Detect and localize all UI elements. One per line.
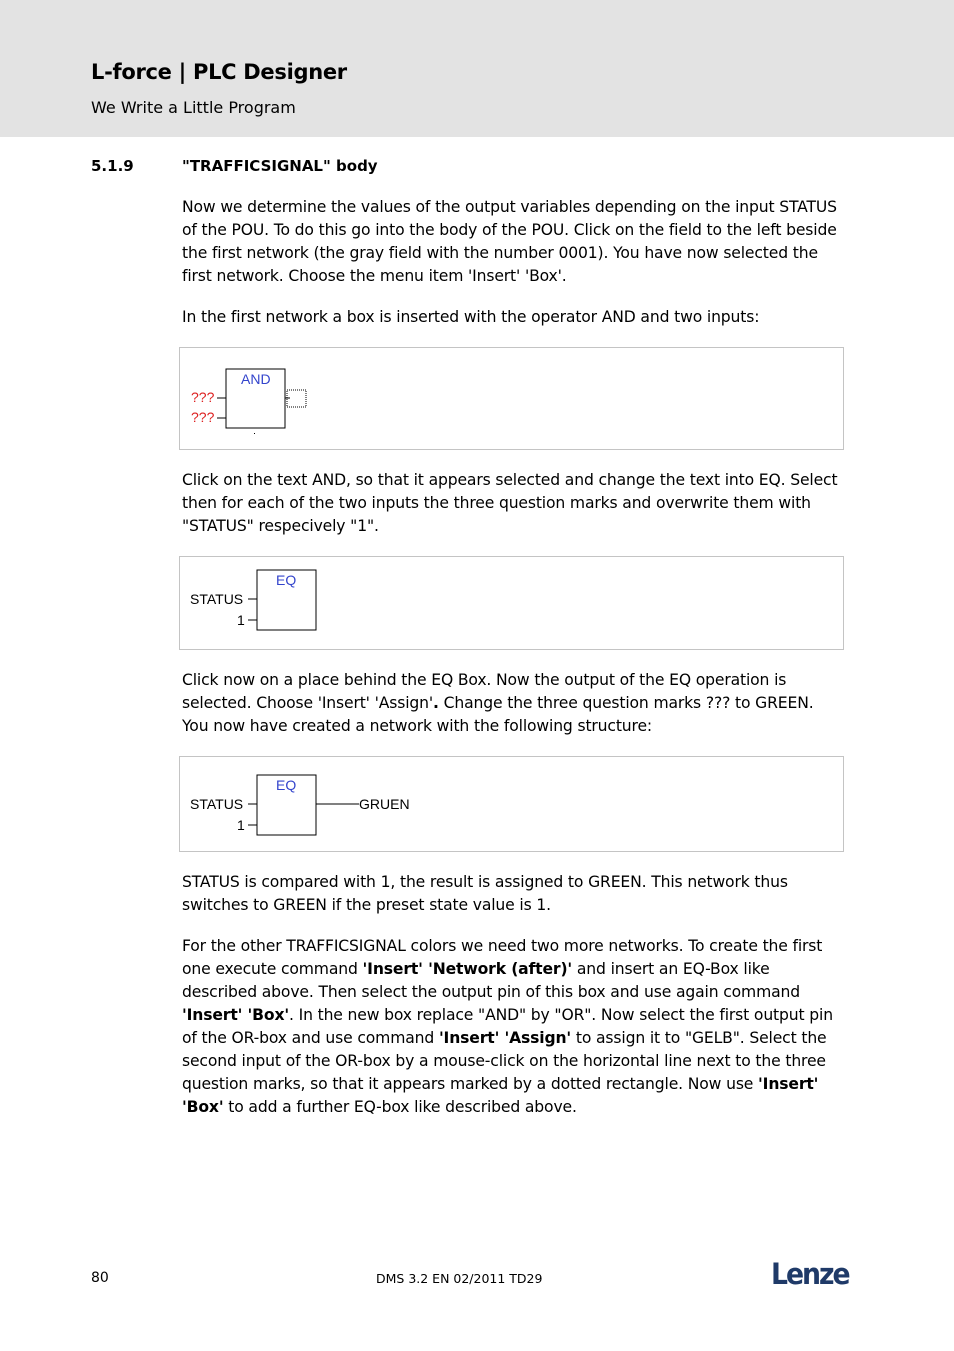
figure-eq-box (179, 556, 844, 650)
section-heading: "TRAFFICSIGNAL" body (182, 157, 378, 175)
header-band (0, 0, 954, 137)
text-segment: For the other TRAFFICSIGNAL colors we need two more networks. To create the first one execute command (182, 937, 823, 978)
text-segment: to assign it to "GELB". Select the second input of the OR-box by a mouse-click on the horizontal line next to the three question marks, so that it appears marked by a dotted rectangle. Now use (182, 1029, 827, 1093)
eq-assign-diagram (180, 757, 843, 851)
figure-and-box (179, 347, 844, 450)
input-2-label: 1 (237, 817, 245, 833)
text-segment: and insert an EQ-Box like described above. Then select the output pin of this box and use again command (182, 960, 801, 1001)
command-insert-box: 'Insert' 'Box' (182, 1075, 819, 1116)
input-2-label: ??? (191, 409, 215, 425)
lenze-logo: Lenze (771, 1257, 849, 1291)
input-1-label: STATUS (190, 591, 244, 607)
and-box-diagram (180, 348, 843, 449)
input-1-label: ??? (191, 389, 215, 405)
text-segment: Change the three question marks ??? to GREEN. You now have created a network with the following structure: (182, 694, 814, 735)
operator-label: EQ (276, 777, 297, 793)
paragraph-insert-assign (182, 669, 844, 738)
paragraph-and-box: In the first network a box is inserted with the operator AND and two inputs: (182, 308, 760, 326)
operator-label: EQ (276, 572, 297, 588)
paragraph-change-to-eq: Click on the text AND, so that it appears selected and change the text into EQ. Select then for each of the two inputs the three question marks and overwrite them with "STATUS" respecively "1". (182, 471, 838, 535)
output-label: GRUEN (359, 796, 410, 812)
product-title: L-force | PLC Designer (91, 60, 347, 84)
paragraph-intro: Now we determine the values of the output variables depending on the input STATUS of the POU. To do this go into the body of the POU. Click on the field to the left beside the first network (the gray field with the number 0001). You have now selected the first network. Choose the menu item 'Insert' 'Box'. (182, 198, 837, 285)
text-segment: to add a further EQ-box like described above. (223, 1098, 577, 1116)
dot-marker (254, 433, 255, 434)
command-insert-assign: 'Insert' 'Assign' (438, 1029, 572, 1047)
operator-label: AND (241, 371, 271, 387)
document-id: DMS 3.2 EN 02/2011 TD29 (376, 1271, 543, 1286)
text-segment: Click now on a place behind the EQ Box. Now the output of the EQ operation is selected. Choose 'Insert' 'Assign' (182, 671, 787, 712)
section-number: 5.1.9 (91, 157, 134, 175)
chapter-title: We Write a Little Program (91, 98, 296, 117)
eq-box-diagram (180, 557, 843, 649)
paragraph-more-networks (182, 935, 844, 1119)
command-insert-box: 'Insert' 'Box' (182, 1006, 289, 1024)
figure-eq-assign (179, 756, 844, 852)
text-segment: . In the new box replace "AND" by "OR". Now select the first output pin of the OR-box and use command (182, 1006, 833, 1047)
input-1-label: STATUS (190, 796, 244, 812)
command-insert-network: 'Insert' 'Network (after)' (362, 960, 573, 978)
bold-segment: . (433, 694, 439, 712)
input-2-label: 1 (237, 612, 245, 628)
page-number: 80 (91, 1270, 109, 1286)
paragraph-compare-explanation: STATUS is compared with 1, the result is assigned to GREEN. This network thus switches to GREEN if the preset state value is 1. (182, 873, 788, 914)
